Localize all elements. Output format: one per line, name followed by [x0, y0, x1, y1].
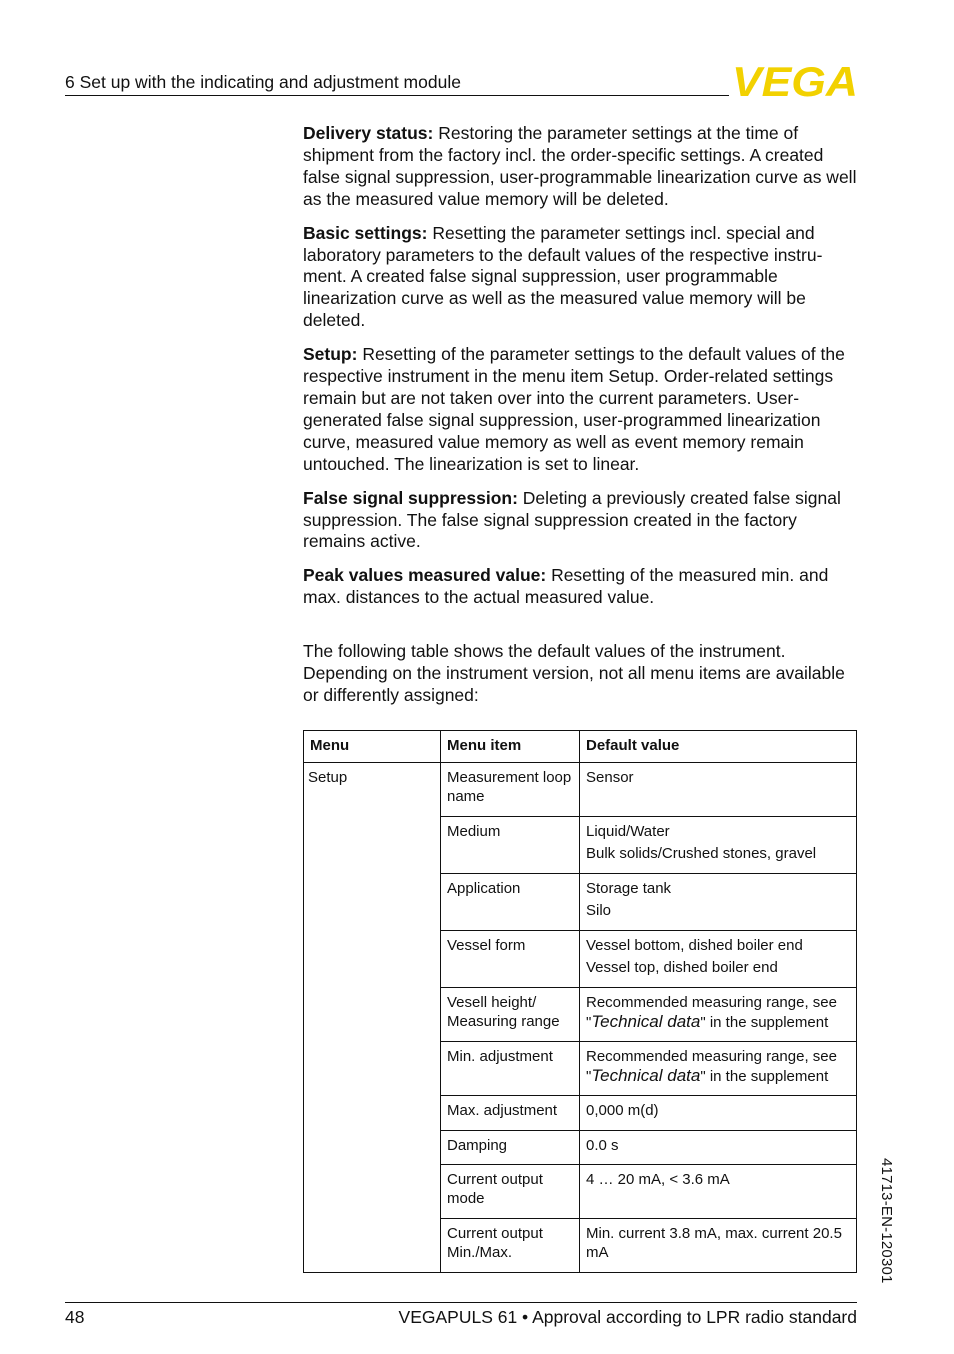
- menu-item-cell: Medium: [441, 816, 580, 873]
- page-number: 48: [65, 1307, 85, 1327]
- menu-item-cell: Vesell height/ Measuring range: [441, 987, 580, 1041]
- menu-item-cell: Current output mode: [441, 1164, 580, 1218]
- default-value-cell: Liquid/Water Bulk solids/Crushed stones, gravel: [580, 816, 857, 873]
- table-row: [304, 762, 857, 816]
- table-header-row: [304, 731, 857, 763]
- running-header: 6 Set up with the indicating and adjustment module: [65, 72, 461, 92]
- menu-item-cell: Application: [441, 873, 580, 930]
- menu-item-cell: Min. adjustment: [441, 1041, 580, 1095]
- default-value-cell: Recommended measuring range, see "Technical data" in the supplement: [580, 987, 857, 1041]
- default-value-cell: Min. current 3.8 mA, max. current 20.5 mA: [580, 1218, 857, 1272]
- footer-title: VEGAPULS 61 • Approval according to LPR radio standard: [398, 1307, 857, 1327]
- logo-text: VEGA: [732, 64, 858, 98]
- default-value-cell: Vessel bottom, dished boiler end Vessel top, dished boiler end: [580, 930, 857, 987]
- column-header-menu: Menu: [304, 731, 441, 763]
- paragraph-delivery-status: Delivery status: Restoring the parameter settings at the time of shipment from the factory incl. the order-specific settings. A created false signal suppression, user-programmable linearization curve as well as the measured value memory will be deleted.: [303, 123, 857, 209]
- header-rule: [65, 95, 729, 96]
- menu-item-cell: Current output Min./Max.: [441, 1218, 580, 1272]
- body-text: [303, 123, 863, 719]
- paragraph-basic-settings: Basic settings: Resetting the parameter settings incl. special and laboratory parameters to the default values of the respective instru-ment. A created false signal suppression, user programmable linearization curve as well as the measured value memory will be deleted.: [303, 222, 823, 331]
- menu-item-cell: Vessel form: [441, 930, 580, 987]
- default-value-cell: 4 … 20 mA, < 3.6 mA: [580, 1164, 857, 1218]
- footer-rule: [65, 1302, 857, 1303]
- menu-cell-setup: Setup: [304, 762, 441, 1272]
- default-value-cell: Sensor: [580, 762, 857, 816]
- vega-logo: [732, 64, 858, 98]
- paragraph-setup: Setup: Resetting of the parameter settings to the default values of the respective instrument in the menu item Setup. Order-related settings remain but are not taken over into the current parameters. User-generated false signal suppression, user-programmed linearization curve, measured value memory as well as event memory remain untouched. The linearization is set to linear.: [303, 344, 845, 474]
- default-value-cell: Storage tank Silo: [580, 873, 857, 930]
- column-header-menu-item: Menu item: [441, 731, 580, 763]
- column-header-default-value: Default value: [580, 731, 857, 763]
- menu-item-cell: Measurement loop name: [441, 762, 580, 816]
- default-values-table: [303, 730, 857, 1273]
- default-value-cell: Recommended measuring range, see "Technical data" in the supplement: [580, 1041, 857, 1095]
- table-intro: The following table shows the default values of the instrument. Depending on the instrument version, not all menu items are available or differently assigned:: [303, 641, 845, 705]
- default-value-cell: 0,000 m(d): [580, 1095, 857, 1130]
- paragraph-peak-values: Peak values measured value: Resetting of the measured min. and max. distances to the actual measured value.: [303, 565, 829, 608]
- default-value-cell: 0.0 s: [580, 1130, 857, 1164]
- document-code: 41713-EN-120301: [878, 1158, 895, 1284]
- paragraph-false-signal: False signal suppression: Deleting a previously created false signal suppression. The false signal suppression created in the factory remains active.: [303, 487, 841, 552]
- menu-item-cell: Damping: [441, 1130, 580, 1164]
- menu-item-cell: Max. adjustment: [441, 1095, 580, 1130]
